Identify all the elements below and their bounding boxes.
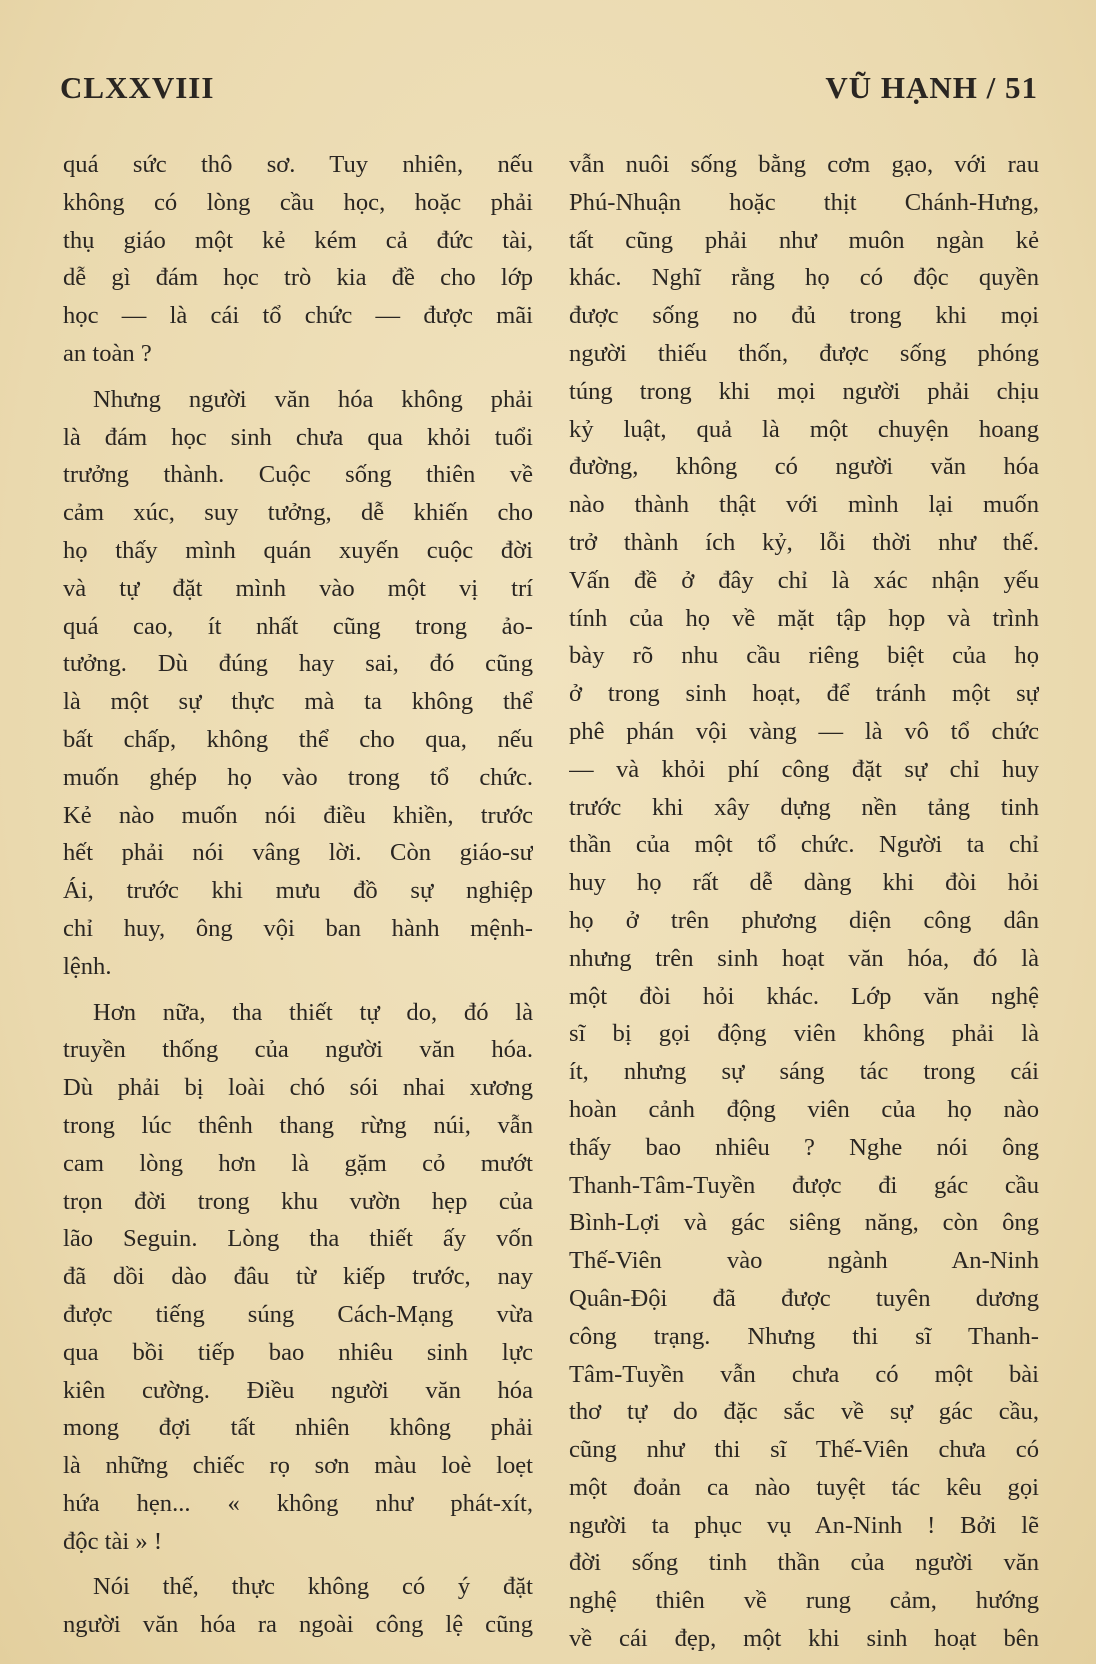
text-line: Dù phải bị loài chó sói nhai xương bbox=[63, 1074, 533, 1102]
text-line: Kẻ nào muốn nói điều khiền, trước bbox=[63, 801, 533, 829]
text-line: trở thành ích kỷ, lỗi thời như thế. bbox=[569, 528, 1039, 556]
text-line: người thiếu thốn, được sống phóng bbox=[569, 339, 1039, 367]
text-line: người văn hóa ra ngoài công lệ cũng bbox=[63, 1611, 533, 1639]
text-line: an toàn ? bbox=[63, 339, 152, 367]
header-series-number: CLXXVIII bbox=[60, 70, 215, 105]
text-line: Quân-Đội đã được tuyên dương bbox=[569, 1284, 1039, 1312]
text-line: Phú-Nhuận hoặc thịt Chánh-Hưng, bbox=[569, 188, 1039, 216]
text-line: khác. Nghĩ rằng họ có độc quyền bbox=[569, 264, 1039, 292]
text-line: tất cũng phải như muôn ngàn kẻ bbox=[569, 226, 1039, 254]
paragraph bbox=[63, 994, 533, 1561]
text-line: và tự đặt mình vào một vị trí bbox=[63, 574, 533, 602]
text-line: muốn ghép họ vào trong tổ chức. bbox=[63, 763, 533, 791]
text-line: dễ gì đám học trò kia đề cho lớp bbox=[63, 264, 533, 292]
text-line: bất chấp, không thể cho qua, nếu bbox=[63, 725, 533, 753]
text-line: Hơn nữa, tha thiết tự do, đó là bbox=[93, 998, 533, 1026]
text-line: trọn đời trong khu vườn hẹp của bbox=[63, 1187, 533, 1215]
text-line: nào thành thật với mình lại muốn bbox=[569, 491, 1039, 519]
text-line: qua bồi tiếp bao nhiêu sinh lực bbox=[63, 1338, 533, 1366]
text-line: Nói thế, thực không có ý đặt bbox=[93, 1573, 533, 1601]
right-column bbox=[569, 146, 1039, 1658]
text-line: là đám học sinh chưa qua khỏi tuổi bbox=[63, 423, 533, 451]
text-line: Ái, trước khi mưu đồ sự nghiệp bbox=[63, 877, 533, 905]
text-line: túng trong khi mọi người phải chịu bbox=[569, 377, 1039, 405]
paragraph bbox=[569, 146, 1039, 1658]
text-line: về cái đẹp, một khi sinh hoạt bên bbox=[569, 1625, 1039, 1653]
text-line: mong đợi tất nhiên không phải bbox=[63, 1414, 533, 1442]
text-line: thần của một tổ chức. Người ta chỉ bbox=[569, 831, 1039, 859]
text-line: công trạng. Nhưng thi sĩ Thanh- bbox=[569, 1322, 1039, 1350]
text-line: tưởng. Dù đúng hay sai, đó cũng bbox=[63, 650, 533, 678]
text-line: kỷ luật, quả là một chuyện hoang bbox=[569, 415, 1039, 443]
text-line: tính của họ về mặt tập họp và trình bbox=[569, 604, 1039, 632]
text-line: truyền thống của người văn hóa. bbox=[63, 1036, 533, 1064]
text-line: được sống no đủ trong khi mọi bbox=[569, 302, 1039, 330]
text-line: lệnh. bbox=[63, 952, 112, 980]
text-line: một đoản ca nào tuyệt tác kêu gọi bbox=[569, 1473, 1039, 1501]
text-line: thơ tự do đặc sắc về sự gác cầu, bbox=[569, 1398, 1039, 1426]
text-line: phê phán vội vàng — là vô tổ chức bbox=[569, 717, 1039, 745]
text-line: quá cao, ít nhất cũng trong ảo- bbox=[63, 612, 533, 640]
text-line: Tâm-Tuyền vẫn chưa có một bài bbox=[569, 1360, 1039, 1388]
text-line: Vấn đề ở đây chỉ là xác nhận yếu bbox=[569, 566, 1039, 594]
text-line: Thế-Viên vào ngành An-Ninh bbox=[569, 1247, 1039, 1275]
text-line: đời sống tinh thần của người văn bbox=[569, 1549, 1039, 1577]
text-line: bày rõ nhu cầu riêng biệt của họ bbox=[569, 642, 1039, 670]
text-line: trong lúc thênh thang rừng núi, vẫn bbox=[63, 1111, 533, 1139]
text-line: độc tài » ! bbox=[63, 1527, 163, 1555]
text-line: người ta phục vụ An-Ninh ! Bởi lẽ bbox=[569, 1511, 1039, 1539]
text-line: học — là cái tổ chức — được mãi bbox=[63, 302, 533, 330]
text-line: huy họ rất dễ dàng khi đòi hỏi bbox=[569, 869, 1039, 897]
running-header bbox=[60, 70, 1038, 114]
text-line: họ ở trên phương diện công dân bbox=[569, 906, 1039, 934]
text-line: hết phải nói vâng lời. Còn giáo-sư bbox=[63, 839, 533, 867]
paragraph bbox=[63, 1568, 533, 1644]
paragraph bbox=[63, 381, 533, 986]
text-line: đã dồi dào đâu từ kiếp trước, nay bbox=[63, 1263, 533, 1291]
text-line: chỉ huy, ông vội ban hành mệnh- bbox=[63, 914, 533, 942]
header-author-page: VŨ HẠNH / 51 bbox=[825, 70, 1038, 105]
text-line: Nhưng người văn hóa không phải bbox=[93, 385, 533, 413]
text-line: thấy bao nhiêu ? Nghe nói ông bbox=[569, 1133, 1039, 1161]
text-line: trước khi xây dựng nền tảng tinh bbox=[569, 793, 1039, 821]
text-line: không có lòng cầu học, hoặc phải bbox=[63, 188, 533, 216]
text-line: cảm xúc, suy tưởng, dễ khiến cho bbox=[63, 499, 533, 527]
text-line: nghệ thiên về rung cảm, hướng bbox=[569, 1587, 1039, 1615]
text-line: nhưng trên sinh hoạt văn hóa, đó là bbox=[569, 944, 1039, 972]
left-column bbox=[63, 146, 533, 1644]
text-line: Thanh-Tâm-Tuyền được đi gác cầu bbox=[569, 1171, 1039, 1199]
text-line: — và khỏi phí công đặt sự chỉ huy bbox=[569, 755, 1039, 783]
text-line: là một sự thực mà ta không thể bbox=[63, 688, 533, 716]
text-line: thụ giáo một kẻ kém cả đức tài, bbox=[63, 226, 533, 254]
text-line: là những chiếc rọ sơn màu loè loẹt bbox=[63, 1452, 533, 1480]
text-line: kiên cường. Điều người văn hóa bbox=[63, 1376, 533, 1404]
text-line: được tiếng súng Cách-Mạng vừa bbox=[63, 1300, 533, 1328]
text-line: vẫn nuôi sống bằng cơm gạo, với rau bbox=[569, 151, 1039, 178]
text-line: cam lòng hơn là gặm cỏ mướt bbox=[63, 1149, 533, 1177]
text-line: ít, nhưng sự sáng tác trong cái bbox=[569, 1058, 1039, 1086]
text-line: họ thấy mình quán xuyến cuộc đời bbox=[63, 536, 533, 564]
text-line: lão Seguin. Lòng tha thiết ấy vốn bbox=[63, 1225, 533, 1253]
text-line: trưởng thành. Cuộc sống thiên về bbox=[63, 461, 533, 489]
text-line: đường, không có người văn hóa bbox=[569, 453, 1039, 481]
text-line: hoàn cảnh động viên của họ nào bbox=[569, 1095, 1039, 1123]
text-line: quá sức thô sơ. Tuy nhiên, nếu bbox=[63, 151, 533, 178]
text-line: Bình-Lợi và gác siêng năng, còn ông bbox=[569, 1209, 1039, 1237]
paragraph bbox=[63, 146, 533, 373]
text-line: sĩ bị gọi động viên không phải là bbox=[569, 1020, 1039, 1048]
text-line: cũng như thi sĩ Thế-Viên chưa có bbox=[569, 1436, 1039, 1464]
text-line: hứa hẹn... « không như phát-xít, bbox=[63, 1489, 533, 1517]
text-line: một đòi hỏi khác. Lớp văn nghệ bbox=[569, 982, 1039, 1010]
text-line: ở trong sinh hoạt, để tránh một sự bbox=[569, 680, 1039, 708]
